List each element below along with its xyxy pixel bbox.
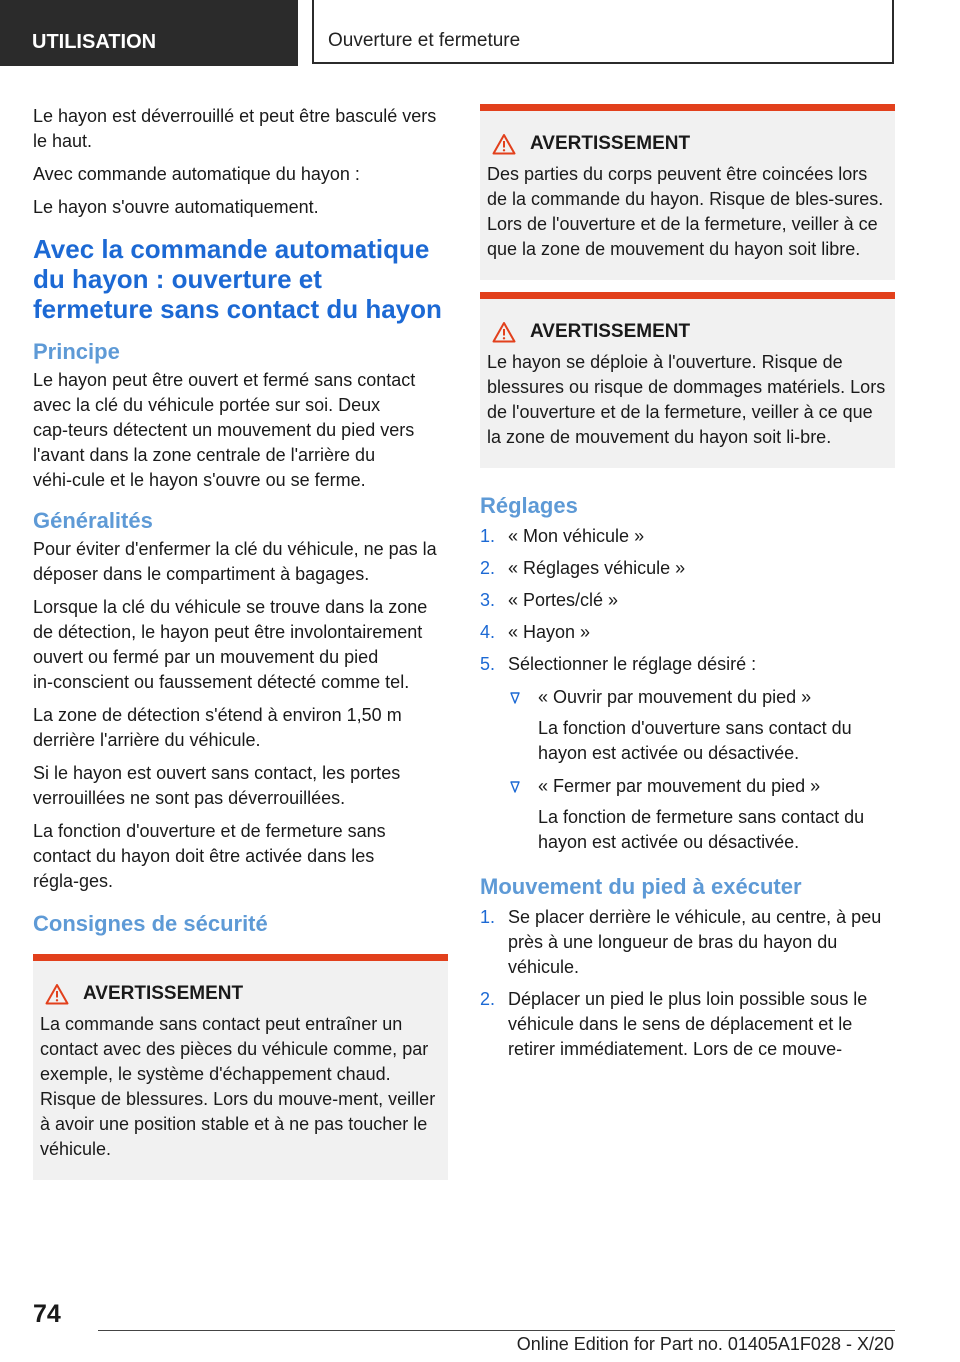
page-header [0, 0, 960, 66]
step-number: 5. [480, 654, 496, 674]
step-text: « Hayon » [508, 622, 591, 642]
warning-title: AVERTISSEMENT [530, 133, 691, 154]
list-item [480, 905, 895, 980]
sub-option-label: « Ouvrir par mouvement du pied » [538, 687, 812, 707]
generalites-paragraph: La fonction d'ouverture et de fermeture sans contact du hayon doit être activée dans les régla‑ges. [33, 821, 386, 891]
warning-header [492, 131, 888, 156]
step-text: Déplacer un pied le plus loin possible sous le véhicule dans le sens de déplacement et le retirer immédiatement. Lors de ce mouve‑ [508, 989, 868, 1059]
warning-box [480, 104, 895, 280]
warning-triangle-icon [492, 133, 516, 155]
step-number: 4. [480, 622, 496, 642]
sub-options [508, 685, 895, 855]
subheading-consignes: Consignes de sécurité [33, 911, 268, 936]
generalites-paragraph: Lorsque la clé du véhicule se trouve dans la zone de détection, le hayon peut être involontairement ouvert ou fermé par un mouvement du pied in‑conscient ou faussement détecté comme tel. [33, 597, 428, 692]
triangle-bullet-icon [510, 692, 520, 704]
warning-box [33, 954, 448, 1180]
subheading-generalites: Généralités [33, 508, 153, 533]
warning-text: Des parties du corps peuvent être coincées lors de la commande du hayon. Risque de bles‑sures. Lors de l'ouverture et de la fermeture, veiller à ce que la zone de mouvement du hayon soit libre. [487, 164, 884, 259]
sub-option-description: La fonction d'ouverture sans contact du hayon est activée ou désactivée. [538, 718, 852, 763]
footer-edition: Online Edition for Part no. 01405A1F028 - X/20 [516, 1334, 894, 1354]
step-number: 1. [480, 526, 496, 546]
section-heading: Avec la commande automatique du hayon : ouverture et fermeture sans contact du hayon [33, 234, 442, 324]
generalites-paragraph: Si le hayon est ouvert sans contact, les portes verrouillées ne sont pas déverrouillées. [33, 763, 401, 808]
footer-divider [98, 1330, 895, 1331]
mouvement-steps [480, 905, 895, 1062]
step-text: « Portes/clé » [508, 590, 619, 610]
warning-box [480, 292, 895, 468]
sub-option-description: La fonction de fermeture sans contact du hayon est activée ou désactivée. [538, 807, 865, 852]
list-item [480, 987, 895, 1062]
warning-text: Le hayon se déploie à l'ouverture. Risque de blessures ou risque de dommages matériels. Lors de l'ouverture et de la fermeture, veiller à ce que la zone de mouvement du hayon soit li‑bre. [487, 352, 886, 447]
sub-option-label: « Fermer par mouvement du pied » [538, 776, 821, 796]
list-item [480, 588, 895, 613]
warning-header [45, 981, 441, 1006]
topic-label: Ouverture et fermeture [312, 0, 894, 64]
step-number: 2. [480, 989, 496, 1009]
warning-title: AVERTISSEMENT [83, 983, 244, 1004]
intro-paragraph: Le hayon s'ouvre automatiquement. [33, 197, 319, 217]
warning-text: La commande sans contact peut entraîner un contact avec des pièces du véhicule comme, par exemple, le système d'échappement chaud. Risque de blessures. Lors du mouve‑ment, veiller à avoir une position stable et à ne pas toucher le véhicule. [40, 1014, 436, 1159]
section-label: UTILISATION [0, 0, 298, 66]
intro-paragraph: Avec commande automatique du hayon : [33, 164, 360, 184]
principe-text: Le hayon peut être ouvert et fermé sans contact avec la clé du véhicule portée sur soi. Deux cap‑teurs détectent un mouvement du pied vers l'avant dans la zone centrale de l'arrière du véhi‑cule et le hayon s'ouvre ou se ferme. [33, 370, 416, 490]
list-item [480, 556, 895, 581]
step-text: Sélectionner le réglage désiré : [508, 654, 757, 674]
step-number: 2. [480, 558, 496, 578]
sub-option [508, 685, 895, 766]
triangle-bullet-icon [510, 781, 520, 793]
step-text: Se placer derrière le véhicule, au centre, à peu près à une longueur de bras du hayon du véhicule. [508, 907, 882, 977]
generalites-paragraph: La zone de détection s'étend à environ 1,50 m derrière l'arrière du véhicule. [33, 705, 402, 750]
warning-header [492, 319, 888, 344]
warning-triangle-icon [45, 983, 69, 1005]
step-number: 3. [480, 590, 496, 610]
list-item [480, 652, 895, 855]
warning-triangle-icon [492, 321, 516, 343]
sub-option [508, 774, 895, 855]
reglages-steps [480, 524, 895, 855]
page-number: 74 [33, 1300, 61, 1328]
step-text: « Mon véhicule » [508, 526, 645, 546]
right-column [480, 104, 895, 1072]
warning-title: AVERTISSEMENT [530, 321, 691, 342]
subheading-principe: Principe [33, 339, 120, 364]
step-number: 1. [480, 907, 496, 927]
list-item [480, 620, 895, 645]
list-item [480, 524, 895, 549]
step-text: « Réglages véhicule » [508, 558, 686, 578]
subheading-mouvement: Mouvement du pied à exécuter [480, 874, 802, 899]
generalites-paragraph: Pour éviter d'enfermer la clé du véhicule, ne pas la déposer dans le compartiment à bagages. [33, 539, 437, 584]
left-column [33, 104, 448, 1192]
subheading-reglages: Réglages [480, 493, 578, 518]
intro-paragraph: Le hayon est déverrouillé et peut être basculé vers le haut. [33, 106, 437, 151]
